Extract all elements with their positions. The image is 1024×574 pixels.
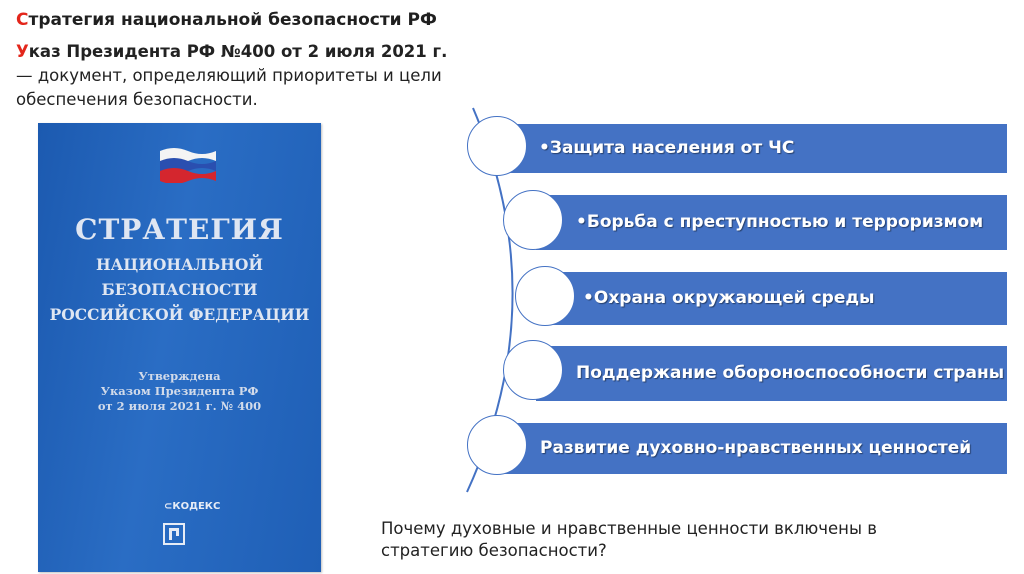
cover-approval [38, 369, 321, 414]
priority-bar-3 [548, 272, 1007, 325]
russian-flag-icon [158, 143, 218, 183]
priority-bar-5 [500, 423, 1007, 474]
title-first-letter: С [16, 10, 29, 30]
bullet-circle [467, 415, 527, 475]
discussion-question: Почему духовные и нравственные ценности включены в стратегию безопасности? [381, 519, 877, 560]
cover-approval-line: Указом Президента РФ [100, 384, 259, 398]
cover-subtitle-line: РОССИЙСКОЙ ФЕДЕРАЦИИ [49, 305, 310, 324]
cover-subtitle-line: НАЦИОНАЛЬНОЙ [96, 255, 263, 274]
title-text: тратегия национальной безопасности РФ [28, 10, 437, 30]
slide-title [16, 10, 437, 30]
priority-text: Развитие духовно-нравственных ценностей [540, 438, 972, 458]
cover-approval-line: от 2 июля 2021 г. № 400 [97, 399, 262, 413]
publisher-name: КОДЕКС [172, 501, 221, 512]
priority-bar-4 [536, 346, 1007, 401]
priority-text: •Борьба с преступностью и терроризмом [576, 212, 984, 232]
priority-text: •Защита населения от ЧС [539, 138, 795, 158]
slide-subtitle [16, 40, 466, 112]
publisher-logo-icon [163, 523, 185, 545]
bullet-circle [503, 190, 563, 250]
book-cover [38, 123, 321, 572]
subtitle-first-letter: У [16, 42, 29, 61]
cover-publisher: ⊂КОДЕКС [164, 501, 221, 512]
bullet-circle [467, 116, 527, 176]
bullet-circle [503, 340, 563, 400]
cover-title: СТРАТЕГИЯ [75, 213, 284, 246]
cover-subtitle [38, 252, 321, 327]
subtitle-decree: каз Президента РФ №400 от 2 июля 2021 г. [28, 42, 448, 61]
subtitle-description: — документ, определяющий приоритеты и цели обеспечения безопасности. [16, 66, 442, 109]
priority-bar-2 [536, 195, 1007, 250]
priority-bar-1 [500, 124, 1007, 173]
priority-text: •Охрана окружающей среды [583, 288, 875, 308]
priority-text: Поддержание обороноспособности страны [576, 363, 1005, 383]
cover-approval-line: Утверждена [138, 369, 221, 383]
cover-subtitle-line: БЕЗОПАСНОСТИ [101, 280, 258, 299]
bullet-circle [515, 266, 575, 326]
